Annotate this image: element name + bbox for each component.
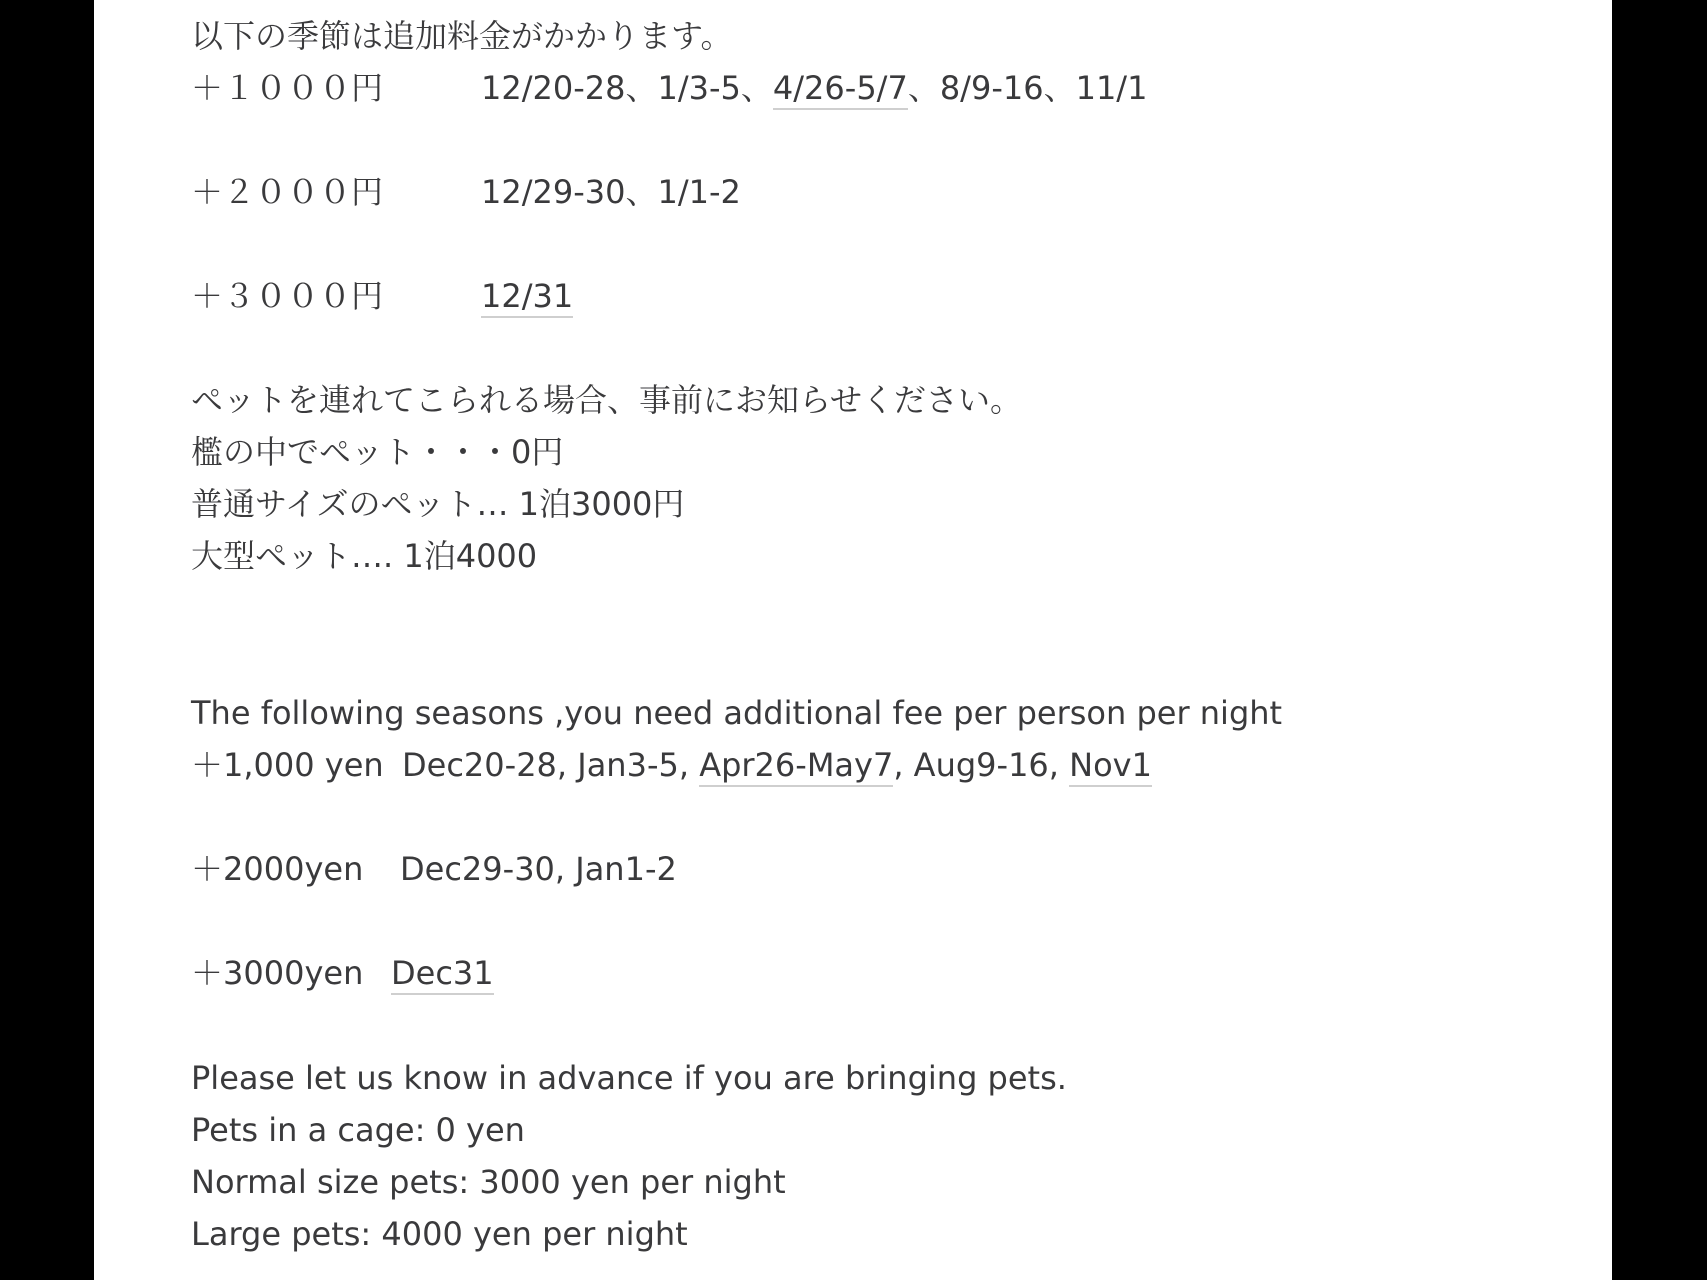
en-fee-dates: [391, 953, 494, 993]
date-link[interactable]: 4/26-5/7: [773, 69, 908, 110]
jp-fee-row-1: [191, 68, 1191, 108]
date-text: Dec29-30, Jan1-2: [400, 850, 677, 888]
jp-fee-dates: [481, 172, 741, 212]
en-fee-dates: [400, 849, 677, 889]
en-fee-dates: [402, 745, 1152, 785]
date-link[interactable]: Dec31: [391, 954, 494, 995]
date-text: 12/29-30、1/1-2: [481, 173, 741, 211]
jp-fee-row-3: [191, 276, 1191, 316]
date-text: 、8/9-16、11/1: [907, 69, 1148, 107]
date-text: Dec20-28, Jan3-5,: [402, 746, 700, 784]
en-fee-amount: ＋1,000 yen: [191, 746, 384, 784]
en-intro: The following seasons ,you need additional fee per person per night: [191, 694, 1283, 732]
en-fee-row-2: [191, 849, 1291, 889]
en-pet-cage: Pets in a cage: 0 yen: [191, 1111, 525, 1149]
en-pet-notice: Please let us know in advance if you are bringing pets.: [191, 1059, 1067, 1097]
en-fee-row-1: [191, 745, 1291, 785]
jp-pet-cage: 檻の中でペット・・・0円: [191, 433, 564, 471]
jp-fee-dates: [481, 68, 1147, 108]
date-text: , Aug9-16,: [893, 746, 1070, 784]
jp-fee-dates: [481, 276, 573, 316]
jp-pet-notice: ペットを連れてこられる場合、事前にお知らせください。: [191, 381, 1023, 419]
date-link[interactable]: 12/31: [481, 277, 573, 318]
jp-intro: 以下の季節は追加料金がかかります。: [191, 17, 733, 55]
date-link[interactable]: Apr26-May7: [699, 746, 893, 787]
en-pet-normal: Normal size pets: 3000 yen per night: [191, 1163, 786, 1201]
jp-fee-amount: ＋２０００円: [191, 173, 384, 211]
jp-pet-large: 大型ペット…. 1泊4000: [191, 537, 538, 575]
date-text: 12/20-28、1/3-5、: [481, 69, 773, 107]
jp-pet-normal: 普通サイズのペット… 1泊3000円: [191, 485, 685, 523]
jp-fee-row-2: [191, 172, 1191, 212]
jp-fee-amount: ＋１０００円: [191, 69, 384, 107]
en-fee-amount: ＋2000yen: [191, 850, 364, 888]
en-fee-row-3: [191, 953, 1291, 993]
en-fee-amount: ＋3000yen: [191, 954, 364, 992]
date-link[interactable]: Nov1: [1069, 746, 1152, 787]
en-pet-large: Large pets: 4000 yen per night: [191, 1215, 688, 1253]
jp-fee-amount: ＋３０００円: [191, 277, 384, 315]
